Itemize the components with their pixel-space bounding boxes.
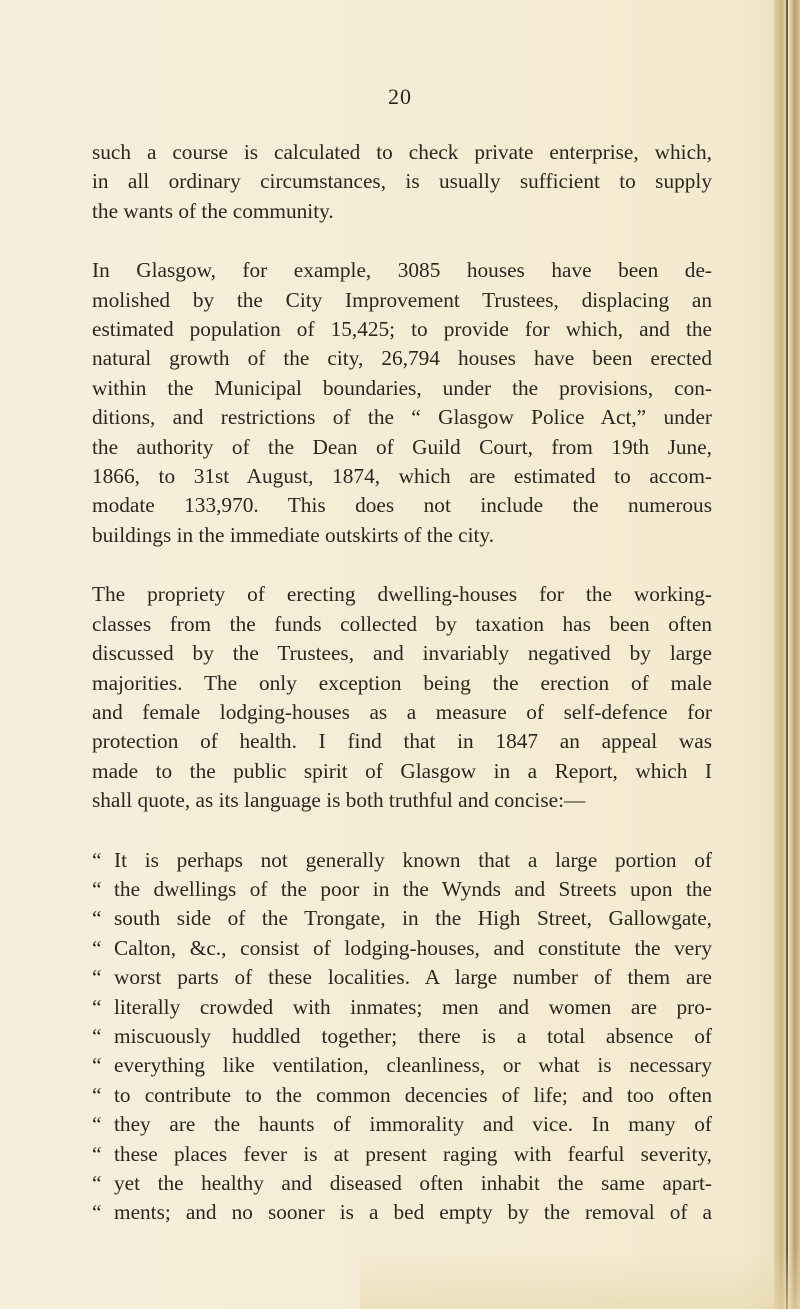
page-edge-line xyxy=(786,0,788,1309)
text-line: shall quote, as its language is both truthful and concise:— xyxy=(92,788,586,813)
quote-line xyxy=(92,963,712,992)
text-line: 1866, to 31st August, 1874, which are estimated to accom- xyxy=(92,464,712,489)
text-line: majorities. The only exception being the erection of male xyxy=(92,670,712,695)
text-line: natural growth of the city, 26,794 houses have been erected xyxy=(92,346,712,371)
quote-line xyxy=(92,1140,712,1169)
quote-mark: “ xyxy=(92,935,102,960)
text-line: made to the public spirit of Glasgow in a Report, which I xyxy=(92,758,712,783)
text-line: In Glasgow, for example, 3085 houses have been de- xyxy=(92,258,712,283)
text-line: the authority of the Dean of Guild Court, from 19th June, xyxy=(92,434,712,459)
quote-line xyxy=(92,1081,712,1110)
quote-mark: “ xyxy=(92,1023,102,1048)
text-line: discussed by the Trustees, and invariably negatived by large xyxy=(92,641,712,666)
quote-text: literally crowded with inmates; men and women are pro- xyxy=(114,994,712,1019)
quote-text: the dwellings of the poor in the Wynds and Streets upon the xyxy=(114,876,712,901)
quote-line xyxy=(92,1022,712,1051)
quote-line xyxy=(92,1051,712,1080)
quote-text: miscuously huddled together; there is a total absence of xyxy=(114,1023,712,1048)
text-line: buildings in the immediate outskirts of the city. xyxy=(92,522,495,547)
quote-text: yet the healthy and diseased often inhabit the same apart- xyxy=(114,1171,712,1195)
paragraph-3 xyxy=(92,580,712,815)
paragraph-2 xyxy=(92,256,712,550)
quote-mark: “ xyxy=(92,965,102,990)
quote-mark: “ xyxy=(92,847,102,872)
quote-mark: “ xyxy=(92,1112,102,1137)
quote-mark: “ xyxy=(92,994,102,1019)
text-line: such a course is calculated to check private enterprise, which, xyxy=(92,140,712,164)
quote-text: ments; and no sooner is a bed empty by the removal of a xyxy=(114,1200,712,1225)
quote-mark: “ xyxy=(92,876,102,901)
quote-text: they are the haunts of immorality and vice. In many of xyxy=(114,1112,712,1137)
quote-mark: “ xyxy=(92,1200,102,1225)
quote-mark: “ xyxy=(92,1141,102,1166)
text-line: classes from the funds collected by taxation has been often xyxy=(92,611,712,636)
text-line: estimated population of 15,425; to provide for which, and the xyxy=(92,317,712,342)
text-line: the wants of the community. xyxy=(92,198,334,223)
text-line: protection of health. I find that in 1847 an appeal was xyxy=(92,729,712,754)
text-line: in all ordinary circumstances, is usually sufficient to supply xyxy=(92,169,712,194)
quote-mark: “ xyxy=(92,906,102,931)
block-quote xyxy=(92,846,712,1228)
quote-text: It is perhaps not generally known that a large portion of xyxy=(114,847,712,872)
quote-line xyxy=(92,993,712,1022)
quote-text: worst parts of these localities. A large number of them are xyxy=(114,965,712,990)
quote-mark: “ xyxy=(92,1053,102,1078)
text-line: and female lodging-houses as a measure of self-defence for xyxy=(92,699,712,724)
quote-mark: “ xyxy=(92,1171,102,1195)
text-line: The propriety of erecting dwelling-houses for the working- xyxy=(92,582,712,607)
quote-mark: “ xyxy=(92,1082,102,1107)
text-line: modate 133,970. This does not include the numerous xyxy=(92,493,712,518)
quote-line xyxy=(92,1169,712,1198)
paragraph-1 xyxy=(92,138,712,226)
quote-text: Calton, &c., consist of lodging-houses, and constitute the very xyxy=(114,935,712,960)
quote-line xyxy=(92,934,712,963)
quote-line xyxy=(92,1198,712,1227)
quote-line xyxy=(92,846,712,875)
quote-text: south side of the Trongate, in the High Street, Gallowgate, xyxy=(114,906,712,931)
quote-line xyxy=(92,904,712,933)
text-line: molished by the City Improvement Trustees, displacing an xyxy=(92,287,712,312)
page-stain xyxy=(360,1249,800,1309)
quote-line xyxy=(92,1110,712,1139)
quote-text: these places fever is at present raging with fearful severity, xyxy=(114,1141,712,1166)
body-text xyxy=(92,138,712,1228)
quote-line xyxy=(92,875,712,904)
quote-text: to contribute to the common decencies of life; and too often xyxy=(114,1082,712,1107)
text-line: within the Municipal boundaries, under the provisions, con- xyxy=(92,375,712,400)
quote-text: everything like ventilation, cleanliness, or what is necessary xyxy=(114,1053,712,1078)
page-number: 20 xyxy=(388,84,412,109)
text-line: ditions, and restrictions of the “ Glasgow Police Act,” under xyxy=(92,405,712,430)
